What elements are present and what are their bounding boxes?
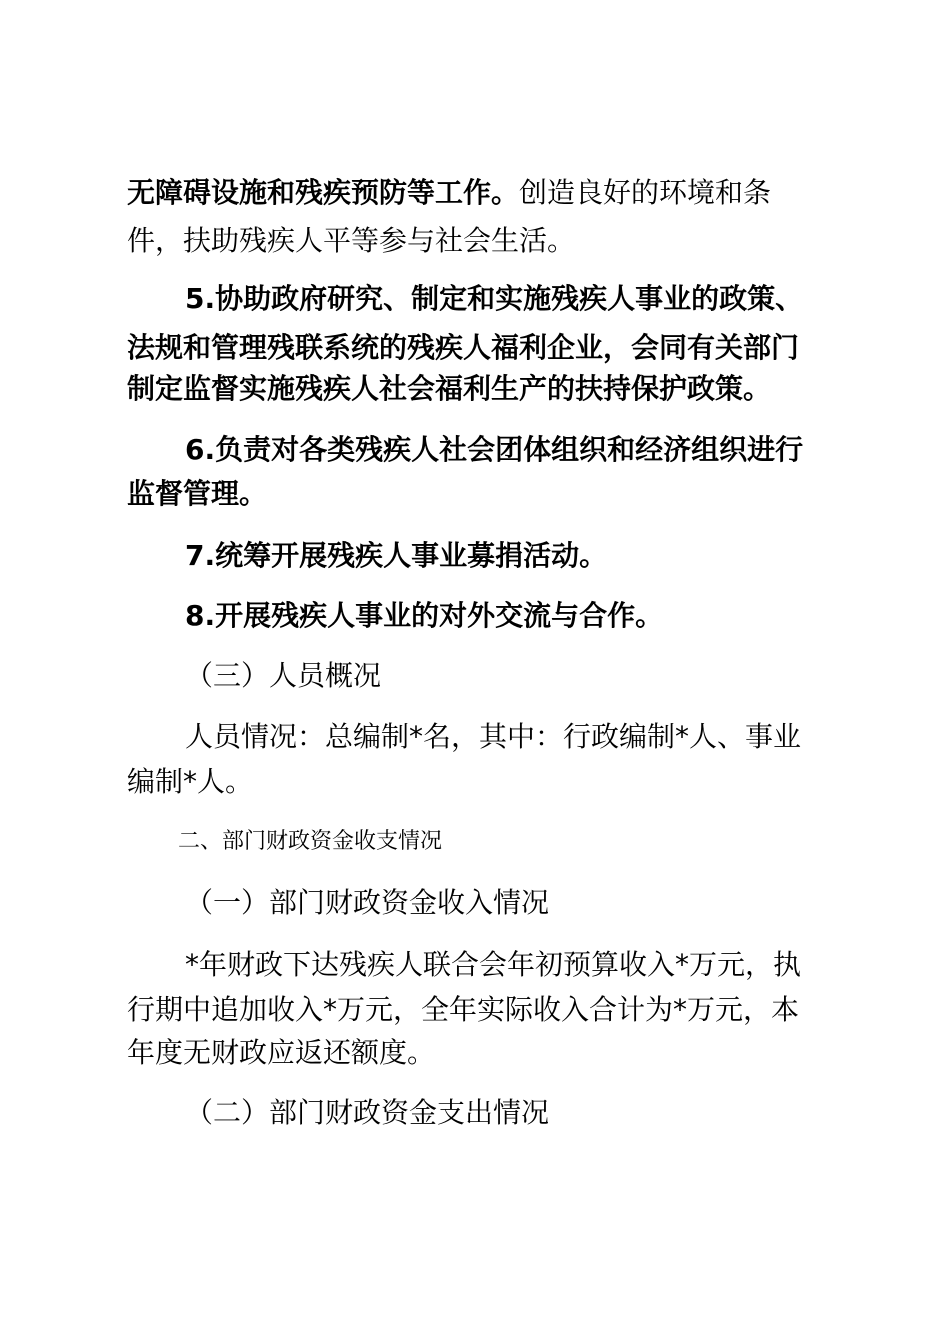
item-6-line-2: 监督管理。 bbox=[127, 477, 268, 510]
income-line-2: 行期中追加收入*万元，全年实际收入合计为*万元，本 bbox=[127, 993, 800, 1026]
item-6-line-1: 6.负责对各类残疾人社会团体组织和经济组织进行 bbox=[185, 433, 804, 466]
section-heading-expenditure: （二）部门财政资金支出情况 bbox=[185, 1096, 550, 1129]
paragraph-line-1 bbox=[127, 176, 950, 210]
item-5-line-2: 法规和管理残联系统的残疾人福利企业，会同有关部门 bbox=[127, 331, 800, 364]
income-line-3: 年度无财政应返还额度。 bbox=[127, 1036, 436, 1069]
income-line-1: *年财政下达残疾人联合会年初预算收入*万元，执 bbox=[185, 948, 802, 981]
item-8: 8.开展残疾人事业的对外交流与合作。 bbox=[185, 599, 664, 632]
bold-phrase: 无障碍设施和残疾预防等工作。 bbox=[127, 176, 520, 209]
item-7: 7.统筹开展残疾人事业募捐活动。 bbox=[185, 539, 608, 572]
personnel-line-1: 人员情况：总编制*名，其中：行政编制*人、事业 bbox=[185, 720, 802, 753]
item-5-line-1: 5.协助政府研究、制定和实施残疾人事业的政策、 bbox=[185, 282, 804, 315]
regular-phrase: 创造良好的环境和条 bbox=[519, 176, 772, 209]
item-5-line-3: 制定监督实施残疾人社会福利生产的扶持保护政策。 bbox=[127, 372, 772, 405]
paragraph-line-2: 件，扶助残疾人平等参与社会生活。 bbox=[127, 224, 576, 257]
section-heading-personnel: （三）人员概况 bbox=[185, 659, 382, 692]
personnel-line-2: 编制*人。 bbox=[127, 765, 254, 798]
chapter-heading-finance: 二、部门财政资金收支情况 bbox=[178, 829, 443, 854]
section-heading-income: （一）部门财政资金收入情况 bbox=[185, 886, 550, 919]
